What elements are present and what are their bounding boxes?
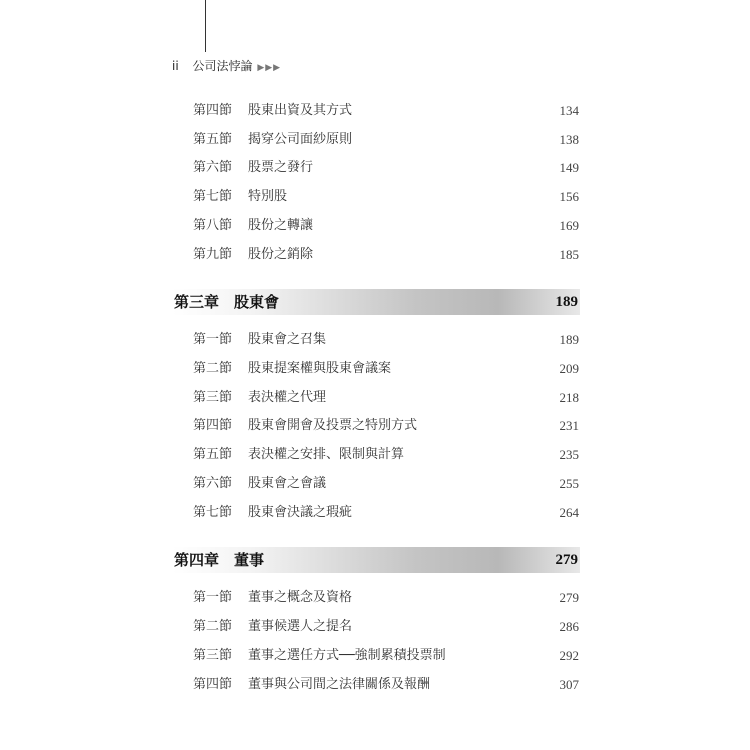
section-number: 第五節 — [193, 132, 233, 147]
toc-entry[interactable] — [193, 216, 579, 236]
chapter-heading[interactable] — [172, 547, 580, 573]
toc-entry[interactable] — [193, 503, 579, 523]
toc-entry[interactable] — [193, 416, 579, 436]
chapter-page-number: 279 — [555, 552, 578, 568]
page-number: 231 — [559, 418, 579, 433]
page-number: 169 — [559, 218, 579, 233]
toc-entry[interactable] — [193, 445, 579, 465]
page-number: 209 — [559, 361, 579, 376]
page-number: 307 — [559, 677, 579, 692]
page-number: 279 — [559, 590, 579, 605]
section-number: 第五節 — [193, 447, 233, 462]
section-title: 董事與公司間之法律關係及報酬 — [248, 677, 431, 692]
top-rule — [205, 0, 206, 52]
section-title: 表決權之安排、限制與計算 — [248, 447, 405, 462]
section-title: 股份之銷除 — [248, 247, 314, 262]
chapter-heading[interactable] — [172, 289, 580, 315]
page-number: 156 — [559, 189, 579, 204]
toc-entry[interactable] — [193, 187, 579, 207]
section-number: 第三節 — [193, 390, 233, 405]
toc-entry[interactable] — [193, 330, 579, 350]
toc-entry[interactable] — [193, 245, 579, 265]
toc-entry[interactable] — [193, 130, 579, 150]
section-title: 股東會之召集 — [248, 332, 327, 347]
section-number: 第四節 — [193, 418, 233, 433]
section-number: 第七節 — [193, 189, 233, 204]
toc-entry[interactable] — [193, 617, 579, 637]
toc-entry[interactable] — [193, 101, 579, 121]
section-number: 第八節 — [193, 218, 233, 233]
toc-entry[interactable] — [193, 646, 579, 666]
toc-entry[interactable] — [193, 388, 579, 408]
page-number: 292 — [559, 648, 579, 663]
chapter-title: 第三章 股東會 — [174, 293, 280, 311]
section-number: 第三節 — [193, 648, 233, 663]
page-number: 218 — [559, 390, 579, 405]
chapter-title: 第四章 董事 — [174, 551, 265, 569]
section-number: 第九節 — [193, 247, 233, 262]
toc-entry[interactable] — [193, 158, 579, 178]
page-number: 255 — [559, 476, 579, 491]
section-title: 股東會開會及投票之特別方式 — [248, 418, 418, 433]
toc-entry[interactable] — [193, 588, 579, 608]
header-arrows-icon: ▶▶▶ — [257, 63, 282, 73]
page-number: 149 — [559, 160, 579, 175]
page-number: 185 — [559, 247, 579, 262]
section-number: 第六節 — [193, 476, 233, 491]
section-number: 第七節 — [193, 505, 233, 520]
page-number: 235 — [559, 447, 579, 462]
section-title: 董事之概念及資格 — [248, 590, 353, 605]
section-title: 股東出資及其方式 — [248, 103, 353, 118]
toc-entry[interactable] — [193, 675, 579, 695]
section-number: 第二節 — [193, 619, 233, 634]
section-number: 第四節 — [193, 103, 233, 118]
section-title: 股票之發行 — [248, 160, 314, 175]
section-number: 第四節 — [193, 677, 233, 692]
section-title: 股東提案權與股東會議案 — [248, 361, 392, 376]
toc-entry[interactable] — [193, 474, 579, 494]
toc-entry[interactable] — [193, 359, 579, 379]
section-title: 股東會決議之瑕疵 — [248, 505, 353, 520]
chapter-page-number: 189 — [555, 294, 578, 310]
header-page-number: ii — [172, 59, 179, 73]
page-number: 138 — [559, 132, 579, 147]
section-title: 特別股 — [248, 189, 288, 204]
section-title: 董事候選人之提名 — [248, 619, 353, 634]
section-number: 第六節 — [193, 160, 233, 175]
section-title: 股份之轉讓 — [248, 218, 314, 233]
section-number: 第一節 — [193, 590, 233, 605]
section-title: 表決權之代理 — [248, 390, 327, 405]
section-number: 第二節 — [193, 361, 233, 376]
section-number: 第一節 — [193, 332, 233, 347]
page-number: 264 — [559, 505, 579, 520]
page-number: 189 — [559, 332, 579, 347]
section-title: 董事之選任方式──強制累積投票制 — [248, 648, 446, 663]
section-title: 揭穿公司面紗原則 — [248, 132, 353, 147]
page-number: 286 — [559, 619, 579, 634]
header-book-title: 公司法悖論 — [192, 59, 253, 73]
section-title: 股東會之會議 — [248, 476, 327, 491]
page-number: 134 — [559, 103, 579, 118]
running-header — [172, 57, 281, 74]
